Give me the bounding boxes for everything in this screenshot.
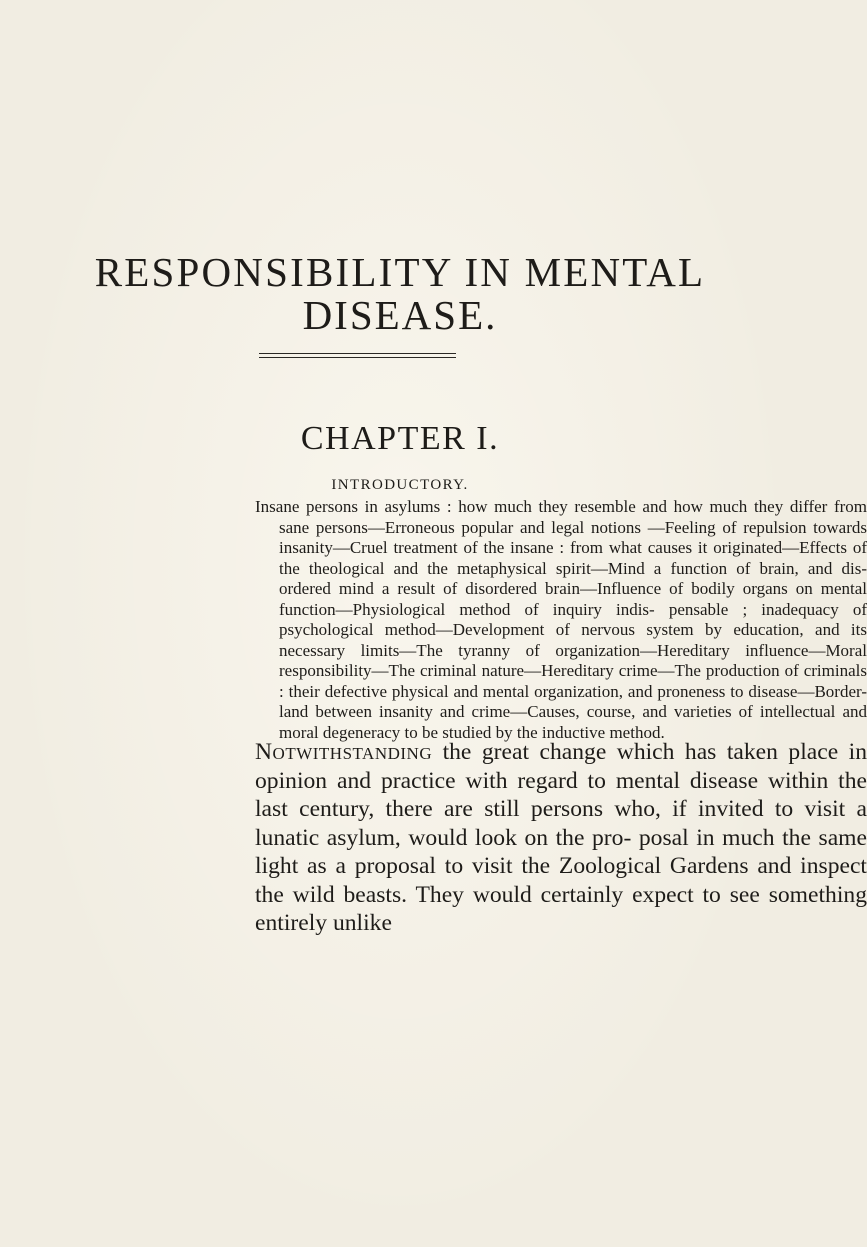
body-paragraph bbox=[255, 738, 867, 938]
title-divider-rule-bottom bbox=[259, 357, 456, 358]
body-paragraph-text: the great change which has taken place in opinion and practice with regard to mental disease within the last century, there are still persons who, if invited to visit a lunatic asylum, would look on the pro- posal in much the same light as a proposal to visit the Zoological Gardens and inspect the wild beasts. They would certainly expect to see something entirely unlike bbox=[255, 739, 867, 936]
title-divider-rule-top bbox=[259, 353, 456, 354]
chapter-subheading: INTRODUCTORY. bbox=[331, 477, 469, 493]
book-title-line-1: RESPONSIBILITY IN MENTAL bbox=[94, 249, 706, 295]
opening-word: Notwithstanding bbox=[255, 739, 433, 765]
book-title-line-2: DISEASE. bbox=[302, 292, 498, 338]
chapter-summary bbox=[255, 497, 867, 743]
chapter-summary-text: Insane persons in asylums : how much they resemble and how much they differ from sane persons—Erroneous popular and legal notions —Feeling of repulsion towards insanity—Cruel treatment of the insane : from what causes it originated—Effects of the theological and the metaphysical spirit—Mind a function of brain, and dis- ordered mind a result of disordered brain—Influence of bodily organs on mental function—Physiological method of inquiry indis- pensable ; inadequacy of psychological method—Development of nervous system by education, and its necessary limits—The tyranny of organization—Hereditary influence—Moral responsibility—The criminal nature—Hereditary crime—The production of criminals : their defective physical and mental organization, and proneness to disease—Border-land between insanity and crime—Causes, course, and varieties of intellectual and moral degeneracy to be studied by the inductive method. bbox=[255, 497, 867, 742]
chapter-heading: CHAPTER I. bbox=[300, 420, 500, 457]
